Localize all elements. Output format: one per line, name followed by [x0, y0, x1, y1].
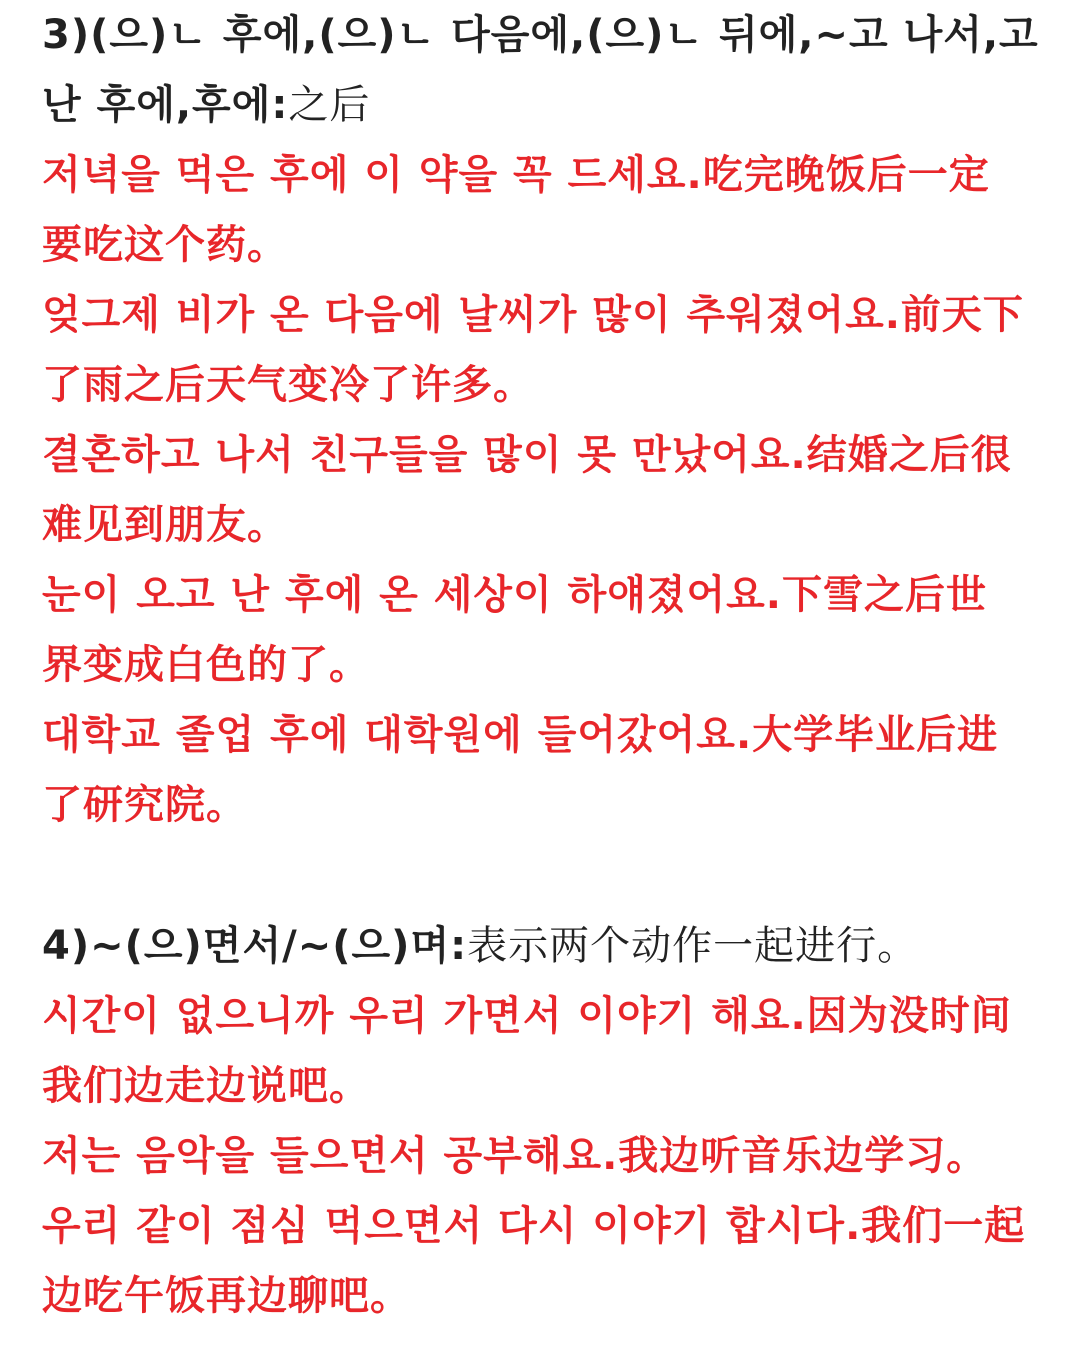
section-3-heading-bold: 난 후에,후에:	[42, 82, 289, 128]
example-sentence-line: 难见到朋友。	[42, 502, 288, 548]
example-sentence-line: 시간이 없으니까 우리 가면서 이야기 해요.因为没时间	[42, 993, 1012, 1039]
section-4-heading-bold: 4)~(으)면서/~(으)며:	[42, 923, 468, 969]
section-4-heading-meaning: 表示两个动作一起进行。	[467, 923, 919, 969]
example-sentence-line: 우리 같이 점심 먹으면서 다시 이야기 합시다.我们一起	[42, 1203, 1026, 1249]
section-3-heading-line-1: 3)(으)ㄴ 후에,(으)ㄴ 다음에,(으)ㄴ 뒤에,~고 나서,고	[42, 12, 1039, 58]
example-sentence-line: 대학교 졸업 후에 대학원에 들어갔어요.大学毕业后进	[42, 712, 999, 758]
example-sentence-line: 了研究院。	[42, 782, 247, 828]
example-sentence-line: 要吃这个药。	[42, 222, 288, 268]
section-4-heading	[42, 911, 1038, 981]
example-sentence-line: 엊그제 비가 온 다음에 날씨가 많이 추워졌어요.前天下	[42, 292, 1024, 338]
example-sentence-line: 저는 음악을 들으면서 공부해요.我边听音乐边学习。	[42, 1133, 988, 1179]
section-spacer	[42, 840, 1038, 911]
example-sentence-line: 눈이 오고 난 후에 온 세상이 하얘졌어요.下雪之后世	[42, 572, 987, 618]
grammar-section-3	[42, 0, 1038, 840]
document-page	[42, 0, 1038, 1331]
section-3-heading-meaning: 之后	[288, 82, 371, 128]
example-sentence-line: 界变成白色的了。	[42, 642, 370, 688]
example-sentence-line: 了雨之后天气变冷了许多。	[42, 362, 534, 408]
section-3-heading-line-2	[42, 70, 1038, 140]
example-sentence-line: 边吃午饭再边聊吧。	[42, 1273, 411, 1319]
example-sentence-line: 저녁을 먹은 후에 이 약을 꼭 드세요.吃完晚饭后一定	[42, 152, 990, 198]
example-sentence-line: 결혼하고 나서 친구들을 많이 못 만났어요.结婚之后很	[42, 432, 1012, 478]
example-sentence-line: 我们边走边说吧。	[42, 1063, 370, 1109]
grammar-section-4	[42, 911, 1038, 1331]
